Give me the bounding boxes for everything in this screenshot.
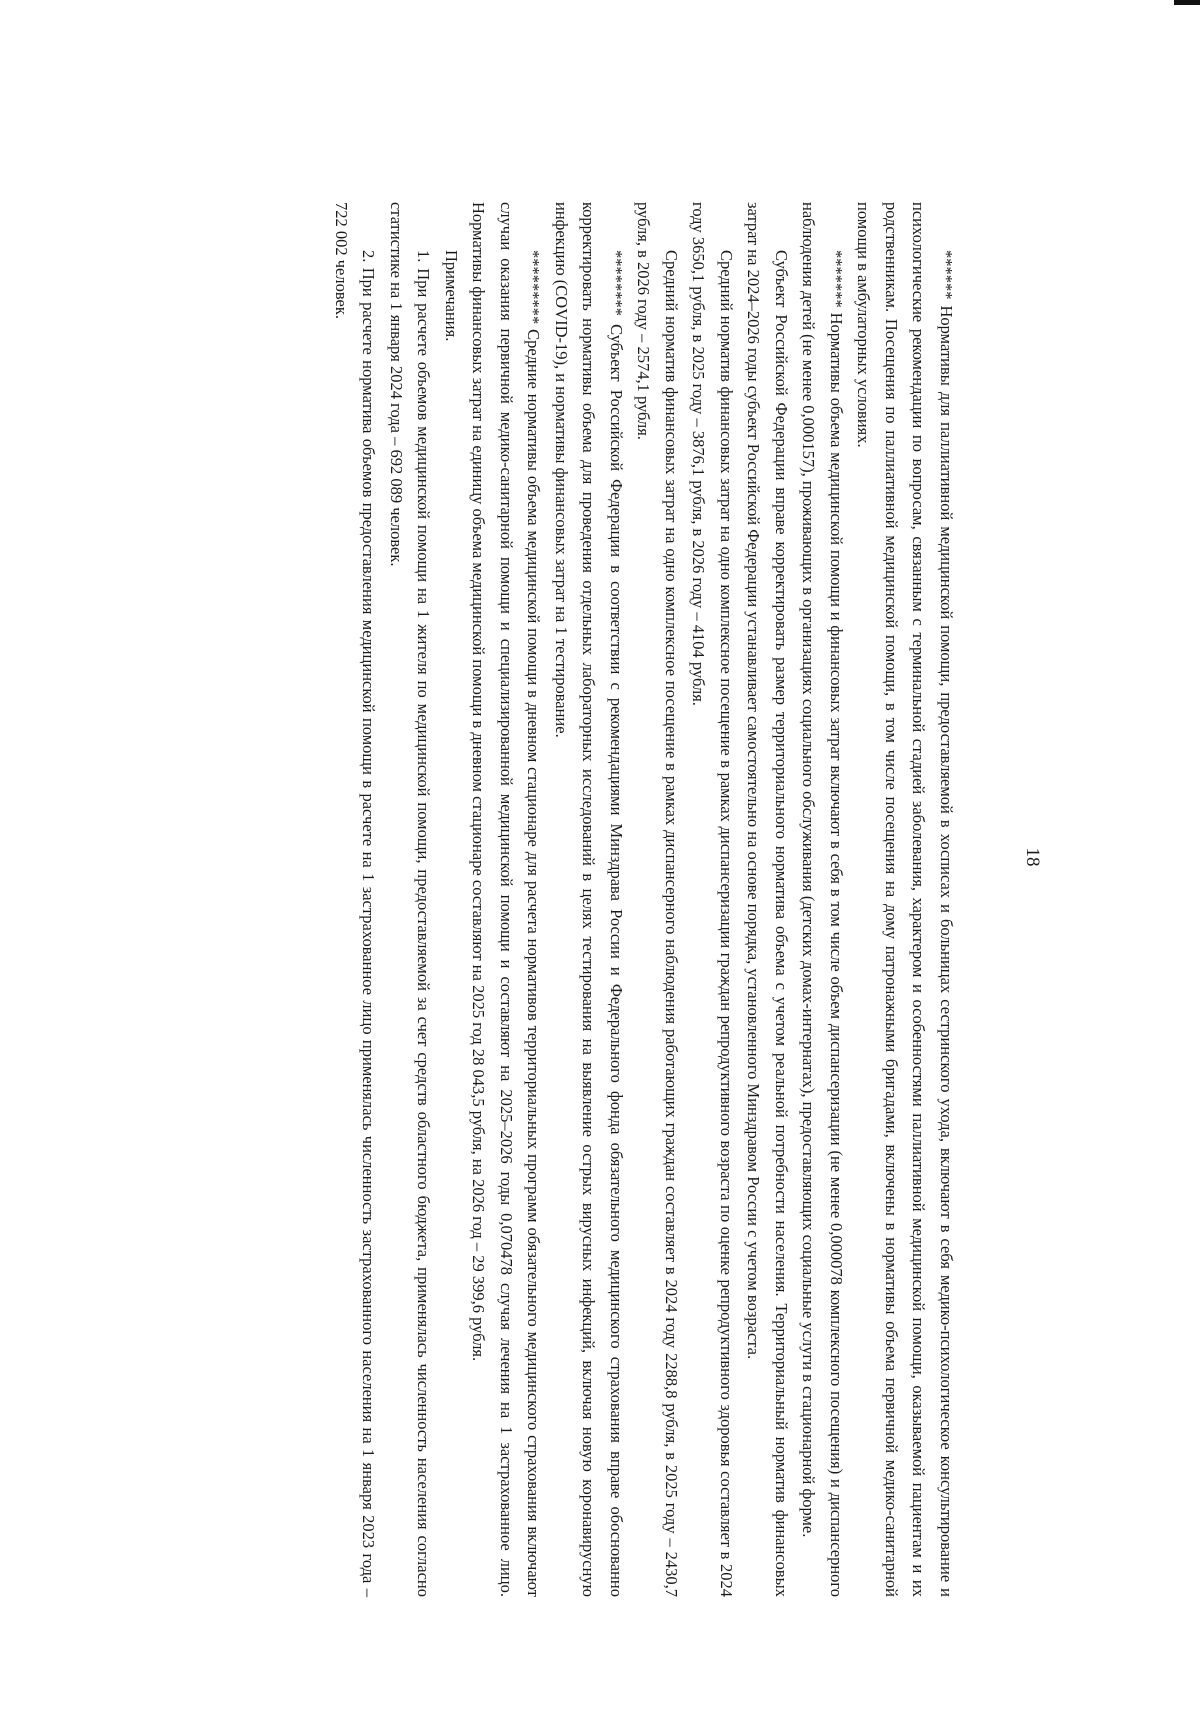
paragraph-reproductive-health: Средний норматив финансовых затрат на одно комплексное посещение в рамках диспансеризации граждан репродуктивного возраста по оценке репродуктивного здоровья составляет в 2024 году 3650,1 рубля, в 2025 году – 3876,1 рубля, в 2026 году – 4104 рубля.: [689, 202, 736, 1597]
note-population-count: 1. При расчете объемов медицинской помощи на 1 жителя по медицинской помощи, предоставляемой за счет средств областного бюджета, применялась численность населения согласно статистике на 1 января 2024 года – 692 089 человек.: [387, 202, 434, 1597]
note-day-hospital: ********* Средние нормативы объема медицинской помощи в дневном стационаре для расчета нормативов территориальных программ обязательного медицинского страхования включают случаи оказания первичной медико-санитарной помощи и специализированной медицинской помощи и составляют на 2025–2026 годы 0,070478 случая лечения на 1 застрахованное лицо. Нормативы финансовых затрат на единицу объема медицинской помощи в дневном стационаре составляют на 2025 год 28 043,5 рубля, на 2026 год – 29 399,6 рубля.: [469, 202, 544, 1597]
document-body: [328, 202, 961, 1597]
note-covid-testing: ******** Субъект Российской Федерации в соответствии с рекомендациями Минздрава России и Федерального фонда обязательного медицинского страхования вправе обоснованно корректировать нормативы объема для проведения отдельных лабораторных исследований в целях тестирования на выявление острых вирусных инфекций, включая новую коронавирусную инфекцию (COVID-19), и нормативы финансовых затрат на 1 тестирование.: [552, 202, 626, 1597]
note-palliative: ****** Нормативы для паллиативной медицинской помощи, предоставляемой в хосписах и больницах сестринского ухода, включают в себя медико-психологическое консультирование и психологические рекомендации по вопросам, связанным с терминальной стадией заболевания, характером и особенностями паллиативной медицинской помощи, оказываемой пациентам и их родственникам. Посещения по паллиативной медицинской помощи, в том числе посещения на дому патронажными бригадами, включены в нормативы объема первичной медико-санитарной помощи в амбулаторных условиях.: [854, 202, 956, 1597]
notes-heading: Примечания.: [442, 250, 461, 342]
paragraph-territorial-norm: Субъект Российской Федерации вправе корректировать размер территориального норматива объема с учетом реальной потребности населения. Территориальный норматив финансовых затрат на 2024–2026 годы субъект Российской Федерации устанавливает самостоятельно на основе порядка, установленного Минздравом России с учетом возраста.: [744, 202, 791, 1597]
document-sheet: [140, 122, 1060, 1597]
note-dispensary-children: ******* Нормативы объема медицинской помощи и финансовых затрат включают в себя в том числе объем диспансеризации (не менее 0,000078 комплексного посещения) и диспансерного наблюдения детей (не менее 0,000157), проживающих в организациях социального обслуживания (детских домах-интернатах), предоставляющих социальные услуги в стационарной форме.: [799, 202, 846, 1597]
note-insured-count: 2. При расчете норматива объемов предоставления медицинской помощи в расчете на 1 застрахованное лицо применялась численность застрахованного населения на 1 января 2023 года – 722 002 человек.: [332, 202, 379, 1597]
page-number: 18: [1022, 847, 1043, 867]
paragraph-working-citizens: Средний норматив финансовых затрат на одно комплексное посещение в рамках диспансерного наблюдения работающих граждан составляет в 2024 году 2288,8 рубля, в 2025 году – 2430,7 рубля, в 2026 году – 2574,1 рубля.: [634, 202, 681, 1597]
rotated-page: [140, 122, 1060, 1597]
scan-edge-mark: [1174, 0, 1200, 5]
